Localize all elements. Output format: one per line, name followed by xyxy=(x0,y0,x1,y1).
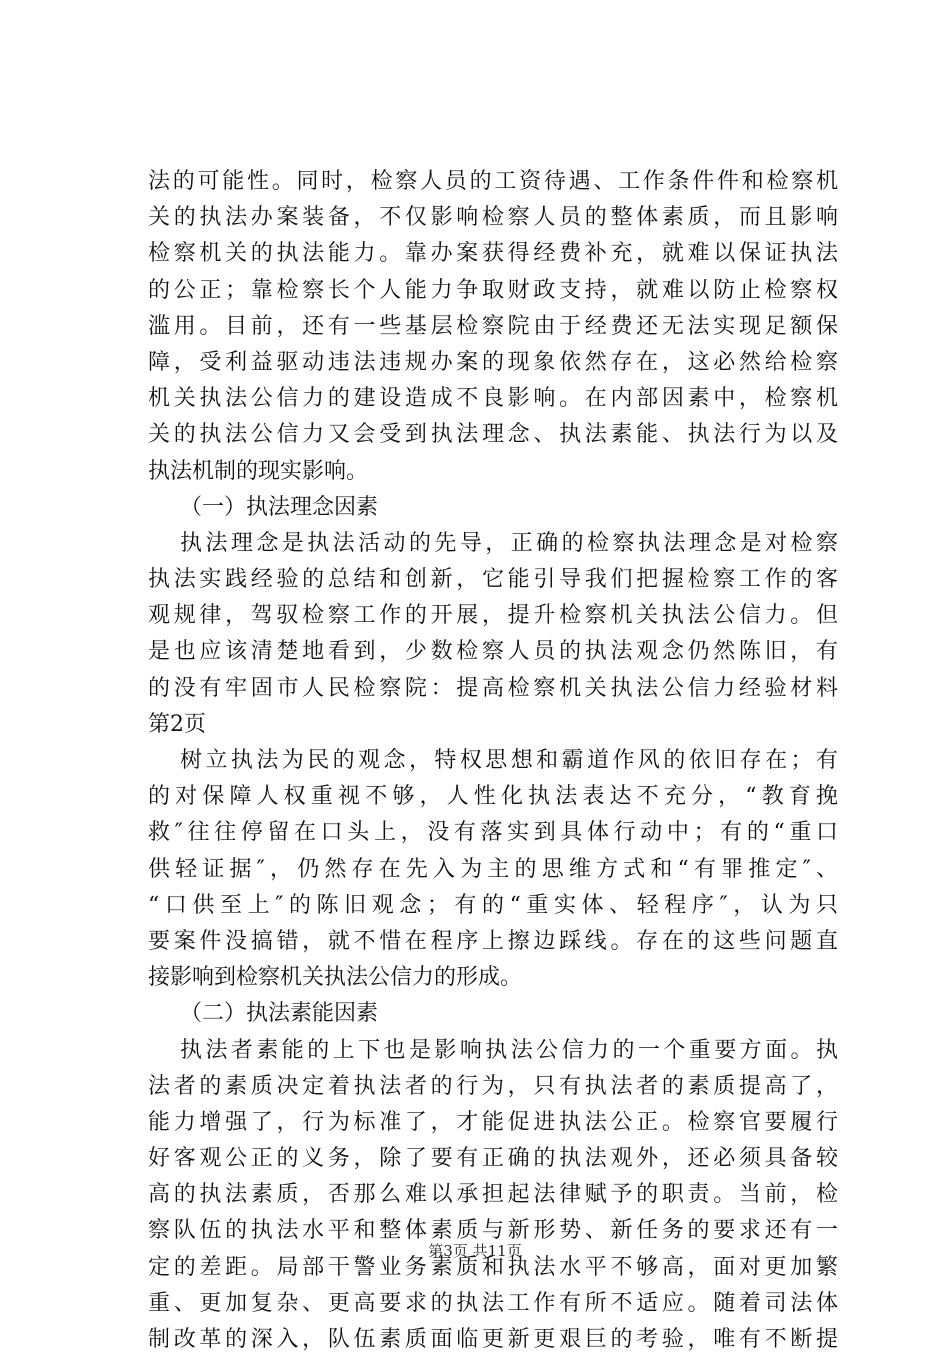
text-line: 树立执法为民的观念，特权思想和霸道作风的依旧存在；有 xyxy=(180,748,838,773)
text-line: 法者的素质决定着执法者的行为，只有执法者的素质提高了， xyxy=(148,1073,838,1099)
text-line: 察队伍的执法水平和整体素质与新形势、新任务的要求还有一 xyxy=(148,1218,838,1244)
text-line: 滥用。目前，还有一些基层检察院由于经费还无法实现足额保 xyxy=(148,313,838,339)
text-line: 是也应该清楚地看到，少数检察人员的执法观念仍然陈旧，有 xyxy=(148,639,838,665)
page-footer: 第3页 共11页 xyxy=(428,1242,522,1260)
text-line: 检察机关的执法能力。靠办案获得经费补充，就难以保证执法 xyxy=(148,241,838,267)
text-line: 的没有牢固市人民检察院：提高检察机关执法公信力经验材料 xyxy=(148,675,838,701)
text-line: 观规律，驾驭检察工作的开展，提升检察机关执法公信力。但 xyxy=(148,603,838,629)
text-line: 接影响到检察机关执法公信力的形成。 xyxy=(148,965,523,991)
text-line: 执法机制的现实影响。 xyxy=(148,458,369,484)
text-line: 能力增强了，行为标准了，才能促进执法公正。检察官要履行 xyxy=(148,1109,838,1135)
text-line: 供轻证据″，仍然存在先入为主的思维方式和“有罪推定″、 xyxy=(148,856,838,882)
text-line: 的对保障人权重视不够，人性化执法表达不充分，“教育挽 xyxy=(148,784,838,810)
text-line: 执法者素能的上下也是影响执法公信力的一个重要方面。执 xyxy=(180,1037,838,1063)
text-line: 机关执法公信力的建设造成不良影响。在内部因素中，检察机 xyxy=(148,386,838,412)
text-line: 障，受利益驱动违法违规办案的现象依然存在，这必然给检察 xyxy=(148,349,838,375)
text-line: 重、更加复杂、更高要求的执法工作有所不适应。随着司法体 xyxy=(148,1290,838,1316)
text-line: 的公正；靠检察长个人能力争取财政支持，就难以防止检察权 xyxy=(148,277,838,303)
section-heading: （一）执法理念因素 xyxy=(180,494,379,520)
text-line: 要案件没搞错，就不惜在程序上擦边踩线。存在的这些问题直 xyxy=(148,928,838,954)
text-line: 定的差距。局部干警业务素质和执法水平不够高，面对更加繁 xyxy=(148,1254,838,1280)
text-line: 制改革的深入，队伍素质面临更新更艰巨的考验，唯有不断提 xyxy=(148,1327,838,1352)
text-line: 执法实践经验的总结和创新，它能引导我们把握检察工作的客 xyxy=(148,567,838,593)
text-line: 第2页 xyxy=(148,711,206,737)
text-line: 好客观公正的义务，除了要有正确的执法观外，还必须具备较 xyxy=(148,1146,838,1172)
document-body xyxy=(148,164,838,1358)
text-line: 救″往往停留在口头上，没有落实到具体行动中；有的“重口 xyxy=(148,820,838,846)
text-line: 执法理念是执法活动的先导，正确的检察执法理念是对检察 xyxy=(180,530,838,556)
text-line: 关的执法办案装备，不仅影响检察人员的整体素质，而且影响 xyxy=(148,205,838,231)
section-heading: （二）执法素能因素 xyxy=(180,1001,379,1027)
text-line: 法的可能性。同时，检察人员的工资待遇、工作条件件和检察机 xyxy=(148,169,838,194)
text-line: 高的执法素质，否那么难以承担起法律赋予的职责。当前，检 xyxy=(148,1182,838,1208)
text-line: 关的执法公信力又会受到执法理念、执法素能、执法行为以及 xyxy=(148,422,838,448)
text-line: “口供至上″的陈旧观念；有的“重实体、轻程序″，认为只 xyxy=(148,892,838,918)
